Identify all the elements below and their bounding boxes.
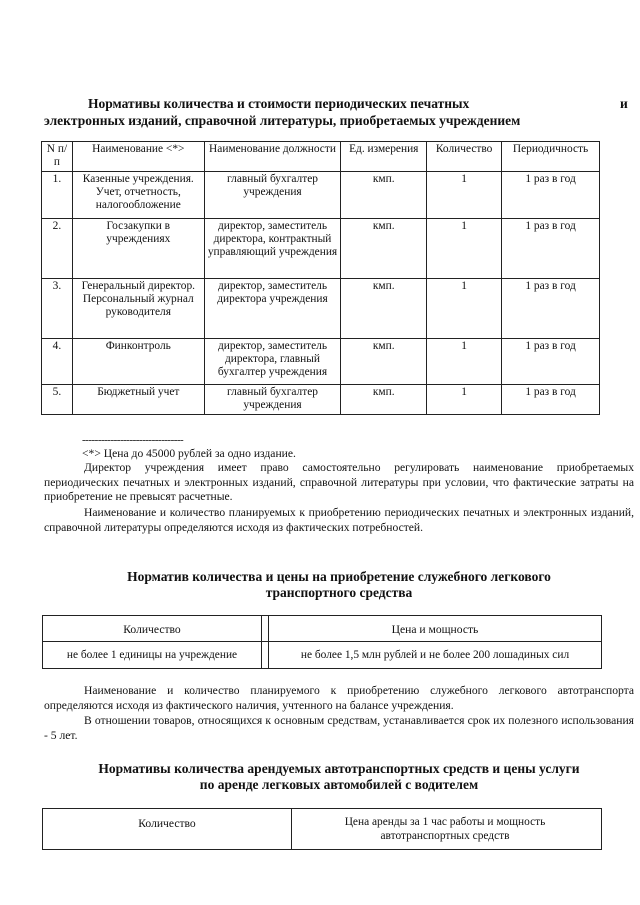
- column-divider: [291, 809, 292, 849]
- row-qty: 1: [427, 219, 502, 279]
- header-cell: Количество: [427, 142, 502, 172]
- header-cell: Количество: [123, 623, 181, 636]
- table-row: [42, 279, 600, 339]
- vehicle-paragraph: В отношении товаров, относящихся к основным средствам, устанавливается срок их полезного использования - 5 лет.: [44, 714, 634, 742]
- row-qty: 1: [427, 279, 502, 339]
- periodicals-table: [41, 141, 600, 415]
- row-qty: 1: [427, 385, 502, 415]
- row-unit: кмп.: [341, 172, 427, 219]
- row-position: главный бухгалтер учреждения: [204, 385, 341, 415]
- row-position: директор, заместитель директора, контрактный управляющий учреждения: [204, 219, 341, 279]
- footnote-separator: --------------------------------: [82, 434, 184, 446]
- row-unit: кмп.: [341, 219, 427, 279]
- header-cell: Наименование <*>: [72, 142, 204, 172]
- row-number: 2.: [42, 219, 73, 279]
- note-paragraph: Директор учреждения имеет право самостоятельно регулировать наименование приобретаемых периодических печатных и электронных изданий, справочной литературы при условии, что фактические затраты на приобретение не превысят расчетные.: [44, 461, 634, 504]
- section1-title-and: и: [620, 96, 628, 111]
- value-cell: не более 1 единицы на учреждение: [66, 649, 238, 661]
- vehicle-paragraph: Наименование и количество планируемого к приобретению служебного легкового автотранспорта определяются исходя из фактического наличия, учтенного на балансе учреждения.: [44, 684, 634, 712]
- row-qty: 1: [427, 339, 502, 385]
- section3-title-line1: Нормативы количества арендуемых автотранспортных средств и цены услуги: [98, 761, 580, 776]
- row-period: 1 раз в год: [502, 219, 600, 279]
- row-unit: кмп.: [341, 385, 427, 415]
- row-name: Госзакупки в учреждениях: [72, 219, 204, 279]
- row-period: 1 раз в год: [502, 385, 600, 415]
- row-name: Бюджетный учет: [72, 385, 204, 415]
- row-divider: [43, 641, 601, 642]
- section2-title-line1: Норматив количества и цены на приобретение служебного легкового: [127, 569, 551, 584]
- section2-title-line2: транспортного средства: [265, 585, 413, 600]
- row-name: Финконтроль: [72, 339, 204, 385]
- header-cell: Количество: [138, 817, 196, 830]
- section1-title-line1: Нормативы количества и стоимости периодических печатных: [88, 96, 470, 111]
- value-cell: не более 1,5 млн рублей и не более 200 лошадиных сил: [300, 649, 570, 661]
- row-period: 1 раз в год: [502, 279, 600, 339]
- row-number: 3.: [42, 279, 73, 339]
- table-row: [42, 219, 600, 279]
- footnote-text: <*> Цена до 45000 рублей за одно издание.: [82, 447, 296, 460]
- row-number: 5.: [42, 385, 73, 415]
- row-unit: кмп.: [341, 339, 427, 385]
- section3-title-line2: по аренде легковых автомобилей с водителем: [199, 777, 479, 792]
- row-period: 1 раз в год: [502, 339, 600, 385]
- vehicle-norm-table: [42, 615, 602, 669]
- table-header-row: [42, 142, 600, 172]
- row-number: 4.: [42, 339, 73, 385]
- row-number: 1.: [42, 172, 73, 219]
- column-divider: [261, 616, 262, 668]
- table-row: [42, 172, 600, 219]
- row-position: главный бухгалтер учреждения: [204, 172, 341, 219]
- header-cell: Ед. измерения: [341, 142, 427, 172]
- header-cell: Цена и мощность: [391, 623, 479, 636]
- table-row: [42, 339, 600, 385]
- header-cell: N п/п: [42, 142, 73, 172]
- rental-norm-table: [42, 808, 602, 850]
- table-row: [42, 385, 600, 415]
- row-name: Казенные учреждения. Учет, отчетность, налогообложение: [72, 172, 204, 219]
- header-cell: Периодичность: [502, 142, 600, 172]
- row-qty: 1: [427, 172, 502, 219]
- row-name: Генеральный директор. Персональный журнал руководителя: [72, 279, 204, 339]
- header-cell: Цена аренды за 1 час работы и мощность автотранспортных средств: [344, 816, 546, 842]
- section1-title-line2: электронных изданий, справочной литературы, приобретаемых учреждением: [44, 113, 521, 128]
- row-unit: кмп.: [341, 279, 427, 339]
- note-paragraph: Наименование и количество планируемых к приобретению периодических печатных и электронных изданий, справочной литературы определяются исходя из фактических потребностей.: [44, 506, 634, 534]
- row-position: директор, заместитель директора учреждения: [204, 279, 341, 339]
- row-period: 1 раз в год: [502, 172, 600, 219]
- row-position: директор, заместитель директора, главный бухгалтер учреждения: [204, 339, 341, 385]
- header-cell: Наименование должности: [204, 142, 341, 172]
